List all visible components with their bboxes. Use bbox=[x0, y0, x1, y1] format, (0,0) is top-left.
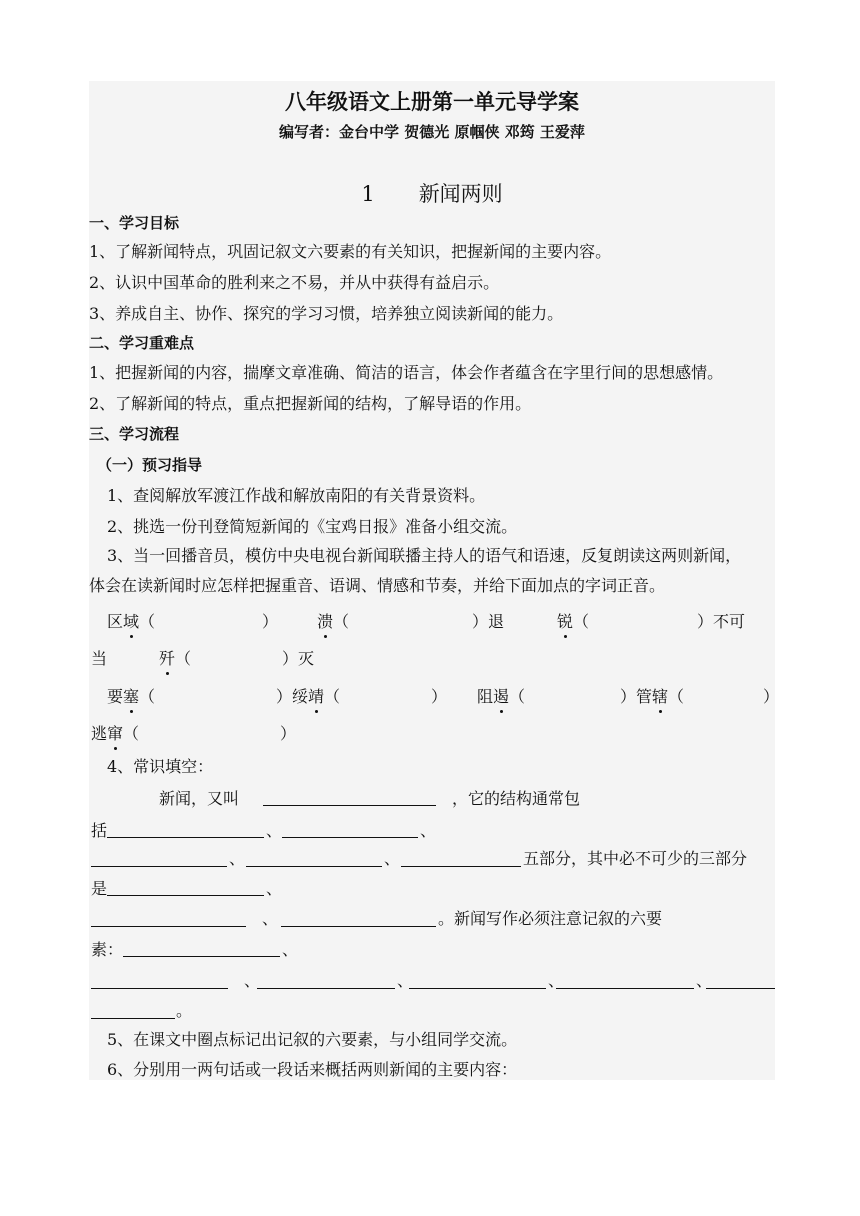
fill-text: 。新闻写作必须注意记叙的六要 bbox=[438, 909, 663, 928]
fill-heading: 4、常识填空： bbox=[107, 757, 214, 776]
document-title: 八年级语文上册第一单元导学案 bbox=[285, 90, 579, 114]
fill-text: 五部分，其中必不可少的三部分 bbox=[523, 849, 748, 868]
lesson-heading bbox=[89, 178, 775, 208]
blank-line[interactable] bbox=[263, 805, 436, 806]
paren-close: ） bbox=[262, 612, 279, 631]
paren-close: ） bbox=[280, 724, 297, 743]
blank-line[interactable] bbox=[401, 866, 521, 867]
fill-sep: 、 bbox=[244, 971, 261, 990]
fill-text: 是 bbox=[91, 879, 108, 898]
fill-end: 。 bbox=[176, 1001, 193, 1020]
pinyin-term-kuitui: 溃（ bbox=[317, 612, 350, 631]
preview-item: 5、在课文中圈点标记出记叙的六要素，与小组同学交流。 bbox=[107, 1030, 518, 1049]
fill-sep: 、 bbox=[696, 971, 713, 990]
blank-line[interactable] bbox=[91, 1018, 175, 1019]
lesson-number: 1 bbox=[361, 182, 375, 206]
fill-text: 素： bbox=[91, 940, 124, 959]
preview-item-continued: 体会在读新闻时应怎样把握重音、语调、情感和节奏，并给下面加点的字词正音。 bbox=[89, 576, 666, 595]
author-line: 编写者：金台中学 贺德光 原帼侠 邓筠 王爱萍 bbox=[279, 123, 585, 141]
fill-sep: 、 bbox=[548, 971, 565, 990]
fill-sep: 、 bbox=[229, 849, 246, 868]
blank-line[interactable] bbox=[556, 988, 694, 989]
pinyin-term-quyu: 区域（ bbox=[107, 612, 156, 631]
pinyin-term-tui: ）退 bbox=[472, 612, 505, 631]
pinyin-term-rui: 锐（ bbox=[557, 612, 590, 631]
fill-sep: 、 bbox=[266, 821, 283, 840]
fill-text: 新闻，又叫 bbox=[159, 789, 240, 808]
blank-line[interactable] bbox=[91, 866, 227, 867]
pinyin-term-guanxia: ）管辖（ bbox=[620, 687, 685, 706]
preview-item: 3、当一回播音员，模仿中央电视台新闻联播主持人的语气和语速，反复朗读这两则新闻， bbox=[107, 546, 742, 565]
goal-item: 1、了解新闻特点，巩固记叙文六要素的有关知识，把握新闻的主要内容。 bbox=[89, 242, 612, 261]
pinyin-term-zue: 阻遏（ bbox=[477, 687, 526, 706]
fill-text: 括 bbox=[91, 821, 108, 840]
preview-item: 1、查阅解放军渡江作战和解放南阳的有关背景资料。 bbox=[107, 486, 486, 505]
pinyin-term-dang: 当 bbox=[91, 649, 108, 668]
fill-sep: 、 bbox=[384, 849, 401, 868]
section-heading-goals: 一、学习目标 bbox=[89, 214, 180, 232]
key-point-item: 1、把握新闻的内容，揣摩文章准确、简洁的语言，体会作者蕴含在字里行间的思想感情。 bbox=[89, 363, 724, 382]
section-heading-key-points: 二、学习重难点 bbox=[89, 334, 195, 352]
pinyin-term-taocuan: 逃窜（ bbox=[91, 724, 140, 743]
fill-sep: 、 bbox=[397, 971, 414, 990]
blank-line[interactable] bbox=[91, 988, 228, 989]
paren-close: ） bbox=[431, 687, 448, 706]
blank-line[interactable] bbox=[706, 988, 775, 989]
key-point-item: 2、了解新闻的特点，重点把握新闻的结构，了解导语的作用。 bbox=[89, 394, 532, 413]
fill-sep: 、 bbox=[262, 909, 279, 928]
lesson-title: 新闻两则 bbox=[418, 182, 503, 206]
pinyin-term-yaosai: 要塞（ bbox=[107, 687, 156, 706]
goal-item: 3、养成自主、协作、探究的学习习惯，培养独立阅读新闻的能力。 bbox=[89, 304, 564, 323]
blank-line[interactable] bbox=[281, 926, 436, 927]
pinyin-term-bukedang: ）不可 bbox=[697, 612, 746, 631]
pinyin-term-jianmie: 歼（ bbox=[159, 649, 192, 668]
preview-item: 6、分别用一两句话或一段话来概括两则新闻的主要内容： bbox=[107, 1060, 518, 1079]
preview-item: 2、挑选一份刊登简短新闻的《宝鸡日报》准备小组交流。 bbox=[107, 517, 518, 536]
blank-line[interactable] bbox=[123, 956, 280, 957]
fill-sep: 、 bbox=[282, 940, 299, 959]
fill-sep: 、 bbox=[420, 821, 437, 840]
pinyin-term-mie: ）灭 bbox=[282, 649, 315, 668]
blank-line[interactable] bbox=[107, 895, 264, 896]
subsection-heading: （一）预习指导 bbox=[97, 456, 203, 474]
blank-line[interactable] bbox=[91, 926, 246, 927]
blank-line[interactable] bbox=[409, 988, 546, 989]
blank-line[interactable] bbox=[257, 988, 395, 989]
blank-line[interactable] bbox=[246, 866, 382, 867]
blank-line[interactable] bbox=[282, 837, 418, 838]
fill-text: ，它的结构通常包 bbox=[452, 789, 581, 808]
section-heading-process: 三、学习流程 bbox=[89, 425, 180, 443]
paren-close: ） bbox=[763, 687, 780, 706]
fill-sep: 、 bbox=[266, 879, 283, 898]
goal-item: 2、认识中国革命的胜利来之不易，并从中获得有益启示。 bbox=[89, 273, 500, 292]
blank-line[interactable] bbox=[107, 837, 264, 838]
pinyin-term-suijing: ）绥靖（ bbox=[276, 687, 341, 706]
